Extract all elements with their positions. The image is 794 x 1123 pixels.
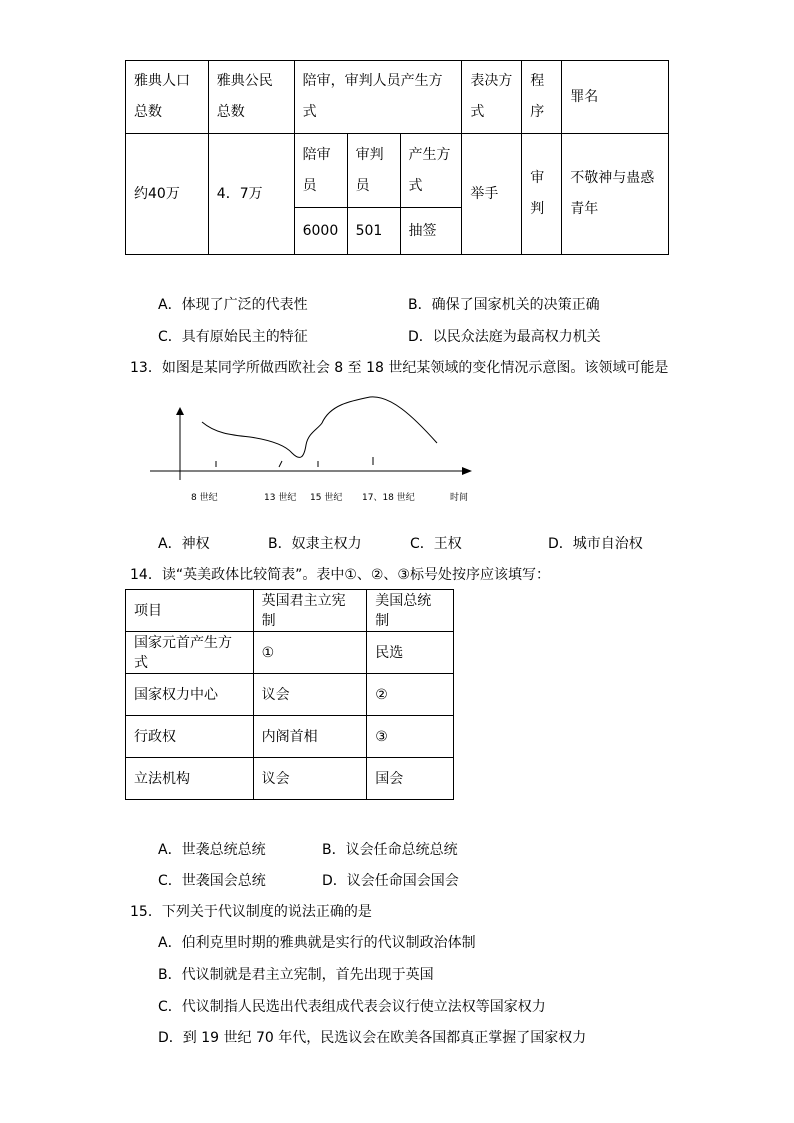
x-axis-arrow (462, 467, 472, 475)
x-tick-label-15: 15 世纪 (310, 493, 343, 503)
tick-13 (279, 461, 282, 467)
q15-option-b: B．代议制就是君主立宪制，首先出现于英国 (158, 967, 434, 983)
row-label: 行政权 (126, 716, 254, 758)
cell-charge: 不敬神与蛊惑青年 (562, 134, 669, 255)
subheader-judges: 审判员 (347, 134, 400, 208)
table-cell: 内阁首相 (253, 716, 367, 758)
q15-stem: 15．下列关于代议制度的说法正确的是 (130, 904, 372, 920)
header-charge: 罪名 (562, 61, 669, 134)
q12-option-c: C．具有原始民主的特征 (158, 329, 308, 345)
q13-option-b: B．奴隶主权力 (268, 536, 362, 552)
uk-us-comparison-table (125, 589, 454, 800)
subheader-method: 产生方式 (400, 134, 462, 208)
q15-option-c: C．代议制指人民选出代表组成代表会议行使立法权等国家权力 (158, 999, 546, 1015)
q15-option-a: A．伯利克里时期的雅典就是实行的代议制政治体制 (158, 935, 476, 951)
header-us: 美国总统制 (367, 590, 454, 632)
q12-option-d: D．以民众法庭为最高权力机关 (408, 329, 601, 345)
q13-stem: 13．如图是某同学所做西欧社会 8 至 18 世纪某领域的变化情况示意图。该领域可能是 (130, 360, 669, 376)
cell-vote: 举手 (462, 134, 522, 255)
q13-trend-chart (140, 395, 490, 510)
athens-jury-table (125, 60, 669, 255)
cell-procedure: 审判 (522, 134, 562, 255)
q12-option-a: A．体现了广泛的代表性 (158, 297, 308, 313)
table-cell: 议会 (253, 674, 367, 716)
q14-option-d: D．议会任命国会国会 (322, 873, 459, 889)
row-label: 国家元首产生方式 (126, 632, 254, 674)
q15-option-d: D．到 19 世纪 70 年代，民选议会在欧美各国都真正掌握了国家权力 (158, 1030, 587, 1046)
cell-jurors: 6000 (294, 208, 347, 255)
x-tick-label-13: 13 世纪 (264, 493, 297, 503)
header-citizens: 雅典公民总数 (208, 61, 294, 134)
table-cell: ② (367, 674, 454, 716)
header-jury-method: 陪审，审判人员产生方式 (294, 61, 462, 134)
header-population: 雅典人口总数 (126, 61, 209, 134)
q14-option-b: B．议会任命总统总统 (322, 842, 458, 858)
row-label: 国家权力中心 (126, 674, 254, 716)
table-cell: 民选 (367, 632, 454, 674)
subheader-jurors: 陪审员 (294, 134, 347, 208)
cell-judges: 501 (347, 208, 400, 255)
x-tick-label-17-18: 17、18 世纪 (362, 493, 415, 503)
x-tick-label-8: 8 世纪 (191, 493, 218, 503)
q14-option-c: C．世袭国会总统 (158, 873, 266, 889)
cell-method: 抽签 (400, 208, 462, 255)
header-procedure: 程序 (522, 61, 562, 134)
cell-citizens: 4．7万 (208, 134, 294, 255)
q12-option-b: B．确保了国家机关的决策正确 (408, 297, 600, 313)
q13-option-a: A．神权 (158, 536, 210, 552)
table-cell: 议会 (253, 758, 367, 800)
cell-population: 约40万 (126, 134, 209, 255)
table-cell: 国会 (367, 758, 454, 800)
y-axis-arrow (176, 407, 184, 415)
q13-option-d: D．城市自治权 (548, 536, 643, 552)
row-label: 立法机构 (126, 758, 254, 800)
table-cell: ③ (367, 716, 454, 758)
q14-option-a: A．世袭总统总统 (158, 842, 266, 858)
x-axis-label: 时间 (450, 493, 469, 503)
header-item: 项目 (126, 590, 254, 632)
header-vote: 表决方式 (462, 61, 522, 134)
table-cell: ① (253, 632, 367, 674)
trend-curve (202, 397, 437, 458)
q13-option-c: C．王权 (410, 536, 462, 552)
q14-stem: 14．读“英美政体比较简表”。表中①、②、③标号处按序应该填写： (130, 567, 550, 583)
header-uk: 英国君主立宪制 (253, 590, 367, 632)
